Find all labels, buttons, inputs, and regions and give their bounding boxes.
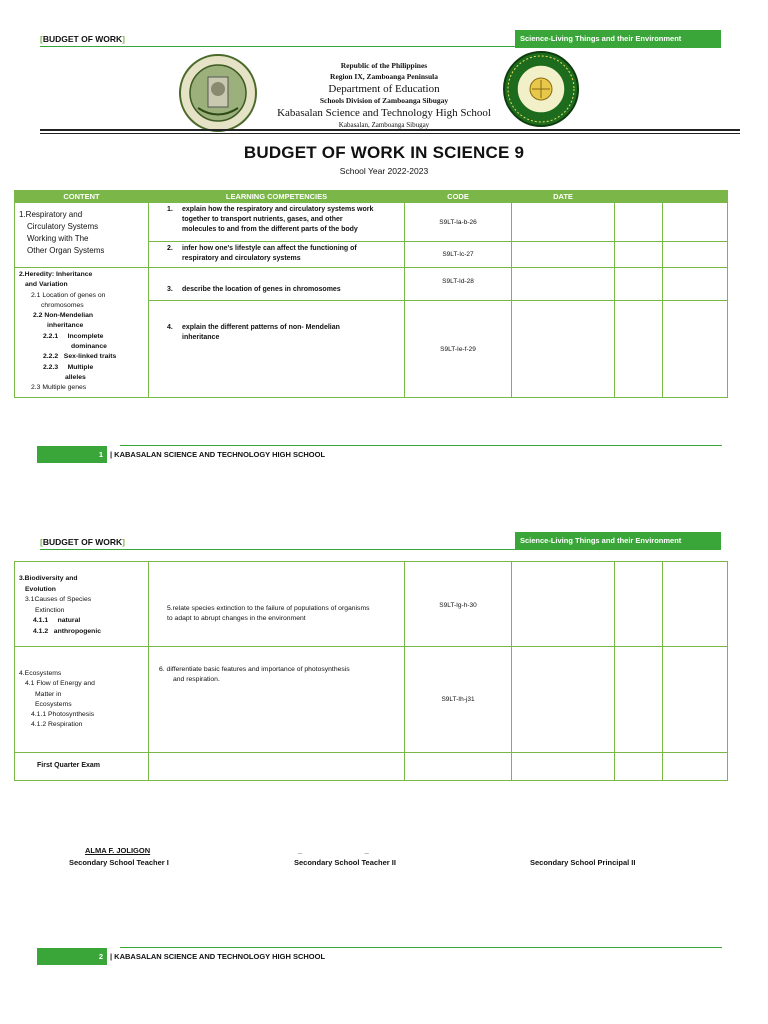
footer-text-2: | KABASALAN SCIENCE AND TECHNOLOGY HIGH SCHOOL bbox=[110, 952, 326, 961]
signature-name-2: _ _ bbox=[298, 846, 369, 855]
date-4 bbox=[512, 301, 615, 398]
signature-title-1: Secondary School Teacher I bbox=[69, 858, 169, 867]
date-5 bbox=[512, 562, 615, 647]
code-2: S9LT-Ic-27 bbox=[405, 242, 512, 268]
bow-table-1 bbox=[14, 190, 728, 398]
col-date: DATE bbox=[512, 191, 615, 203]
header-line-2 bbox=[40, 549, 515, 550]
page-title: BUDGET OF WORK IN SCIENCE 9 bbox=[243, 143, 525, 162]
date-6 bbox=[512, 647, 615, 753]
content-cell-3: 3.Biodiversity and Evolution 3.1Causes of Species Extinction 4.1.1 natural 4.1.2 anthropogenic bbox=[15, 562, 149, 647]
footer-line-2 bbox=[120, 947, 722, 948]
letterhead-rule-1 bbox=[40, 129, 740, 131]
col-blank-1 bbox=[615, 191, 663, 203]
date-3 bbox=[512, 268, 615, 301]
letterhead-line6: Kabasalan, Zamboanga Sibugay bbox=[338, 121, 430, 129]
competency-2: 2. infer how one's lifestyle can affect the functioning of respiratory and circulatory systems bbox=[149, 242, 405, 268]
signature-name-1: ALMA F. JOLIGON bbox=[85, 846, 151, 855]
header-subject-bar: Science-Living Things and their Environment bbox=[515, 30, 721, 48]
signature-title-3: Secondary School Principal II bbox=[530, 858, 636, 867]
code-4: S9LT-Ie-f-29 bbox=[405, 301, 512, 398]
competency-6: 6. differentiate basic features and importance of photosynthesis and respiration. bbox=[149, 647, 405, 753]
letterhead-line1: Republic of the Philippines bbox=[340, 61, 428, 70]
header-left-2: [BUDGET OF WORK] bbox=[40, 537, 126, 547]
exam-cell: First Quarter Exam bbox=[15, 753, 149, 781]
bow-table-2 bbox=[14, 561, 728, 781]
school-year: School Year 2022-2023 bbox=[339, 166, 429, 176]
content-cell-2: 2.Heredity: Inheritance and Variation 2.1 Location of genes on chromosomes 2.2 Non-Mendelian inheritance 2.2.1 Incomplete dominance 2.2.2 Sex-linked traits 2.2.3 Multiple alleles 2.3 Multiple genes bbox=[15, 268, 149, 398]
col-blank-2 bbox=[663, 191, 728, 203]
col-content: CONTENT bbox=[15, 191, 149, 203]
competency-5: 5.relate species extinction to the failure of populations of organisms to adapt to abrupt changes in the environment bbox=[149, 562, 405, 647]
date-2 bbox=[512, 242, 615, 268]
page-number-2: 2 bbox=[37, 948, 107, 965]
deped-seal-icon bbox=[178, 53, 258, 133]
footer-text-1: | KABASALAN SCIENCE AND TECHNOLOGY HIGH SCHOOL bbox=[110, 450, 326, 459]
code-6: S9LT-Ih-j31 bbox=[405, 647, 512, 753]
signature-title-2: Secondary School Teacher II bbox=[294, 858, 396, 867]
col-competencies: LEARNING COMPETENCIES bbox=[149, 191, 405, 203]
competency-4: 4. explain the different patterns of non- Mendelian inheritance bbox=[149, 301, 405, 398]
letterhead-line4: Schools Division of Zamboanga Sibugay bbox=[319, 96, 449, 105]
header-line bbox=[40, 46, 515, 47]
page-number-1: 1 bbox=[37, 446, 107, 463]
header-left: [BUDGET OF WORK] bbox=[40, 34, 126, 44]
col-code: CODE bbox=[405, 191, 512, 203]
code-1: S9LT-Ia-b-26 bbox=[405, 203, 512, 242]
competency-1: 1. explain how the respiratory and circulatory systems work together to transport nutrients, gases, and other molecules to and from the different parts of the body bbox=[149, 203, 405, 242]
content-cell-1: 1.Respiratory and Circulatory Systems Working with The Other Organ Systems bbox=[15, 203, 149, 268]
letterhead-rule-2 bbox=[40, 133, 740, 134]
letterhead-line3: Department of Education bbox=[328, 83, 440, 95]
letterhead-line5: Kabasalan Science and Technology High School bbox=[277, 107, 491, 119]
letterhead bbox=[250, 60, 518, 130]
content-cell-4: 4.Ecosystems 4.1 Flow of Energy and Matter in Ecosystems 4.1.1 Photosynthesis 4.1.2 Respiration bbox=[15, 647, 149, 753]
footer-line-1 bbox=[120, 445, 722, 446]
header-subject-bar-2: Science-Living Things and their Environment bbox=[515, 532, 721, 550]
competency-3: 3. describe the location of genes in chromosomes bbox=[149, 268, 405, 301]
date-1 bbox=[512, 203, 615, 242]
code-3: S9LT-Id-28 bbox=[405, 268, 512, 301]
letterhead-line2: Region IX, Zamboanga Peninsula bbox=[330, 72, 438, 81]
code-5: S9LT-Ig-h-30 bbox=[405, 562, 512, 647]
